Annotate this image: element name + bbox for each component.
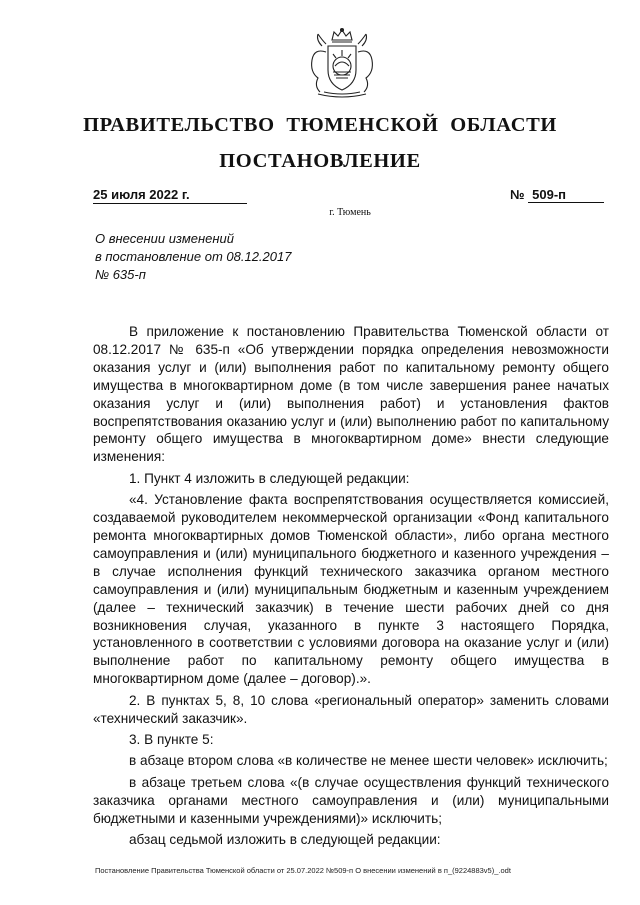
page-footer: Постановление Правительства Тюменской области от 25.07.2022 №509-п О внесении изменений в п_(9224883v5)_.odt [95, 866, 511, 875]
paragraph: 2. В пунктах 5, 8, 10 слова «региональный оператор» заменить словами «технический заказчик». [93, 692, 609, 726]
paragraph: абзац седьмой изложить в следующей редакции: [129, 831, 441, 847]
document-body [93, 323, 609, 849]
paragraph: «4. Установление факта воспрепятствования осуществляется комиссией, создаваемой руководителем некоммерческой организации «Фонд капитального ремонта многоквартирных домов Тюменской области», либо органа местного самоуправления и (или) муниципального бюджетного и казенного учреждения – в случае исполнения функций технического заказчика органом местного самоуправления и (или) муниципальным бюджетным и казенным учреждением (далее – технический заказчик) в течение шести рабочих дней со дня возникновения случая, указанного в пункте 3 настоящего Порядка, установленного в соответствии с условиями договора на оказание услуг и (или) выполнение работ по капитальному ремонту общего имущества в многоквартирном доме (далее – договор).». [93, 492, 609, 687]
paragraph: в абзаце втором слова «в количестве не менее шести человек» исключить; [129, 753, 608, 769]
document-subject [95, 230, 291, 284]
subject-line: № 635-п [95, 267, 146, 282]
document-number [510, 187, 604, 203]
number-prefix: № [510, 187, 525, 202]
document-type: ПОСТАНОВЛЕНИЕ [219, 150, 421, 172]
subject-line: О внесении изменений [95, 231, 234, 246]
organization-title: ПРАВИТЕЛЬСТВО ТЮМЕНСКОЙ ОБЛАСТИ [83, 114, 557, 136]
paragraph: 1. Пункт 4 изложить в следующей редакции: [129, 470, 410, 486]
document-date: 25 июля 2022 г. [93, 187, 247, 204]
paragraph: В приложение к постановлению Правительства Тюменской области от 08.12.2017 № 635-п «Об утверждении порядка определения невозможности оказания услуг и (или) выполнения работ по капитальному ремонту общего имущества в многоквартирном доме (в том числе завершения ранее начатых оказания услуг и (или) выполнения работ) и установления фактов воспрепятствования оказанию услуг и (или) выполнению работ по капитальному ремонту общего имущества в многоквартирном доме» внести следующие изменения: [93, 324, 609, 465]
city: г. Тюмень [329, 207, 371, 218]
paragraph: в абзаце третьем слова «(в случае осуществления функций технического заказчика органами местного самоуправления и (или) муниципальными бюджетными и казенными учреждениями)» исключить; [93, 774, 609, 826]
tyumen-coat-of-arms-icon [300, 26, 384, 100]
number-value: 509-п [528, 187, 604, 203]
subject-line: в постановление от 08.12.2017 [95, 249, 292, 264]
paragraph: 3. В пункте 5: [129, 731, 214, 747]
